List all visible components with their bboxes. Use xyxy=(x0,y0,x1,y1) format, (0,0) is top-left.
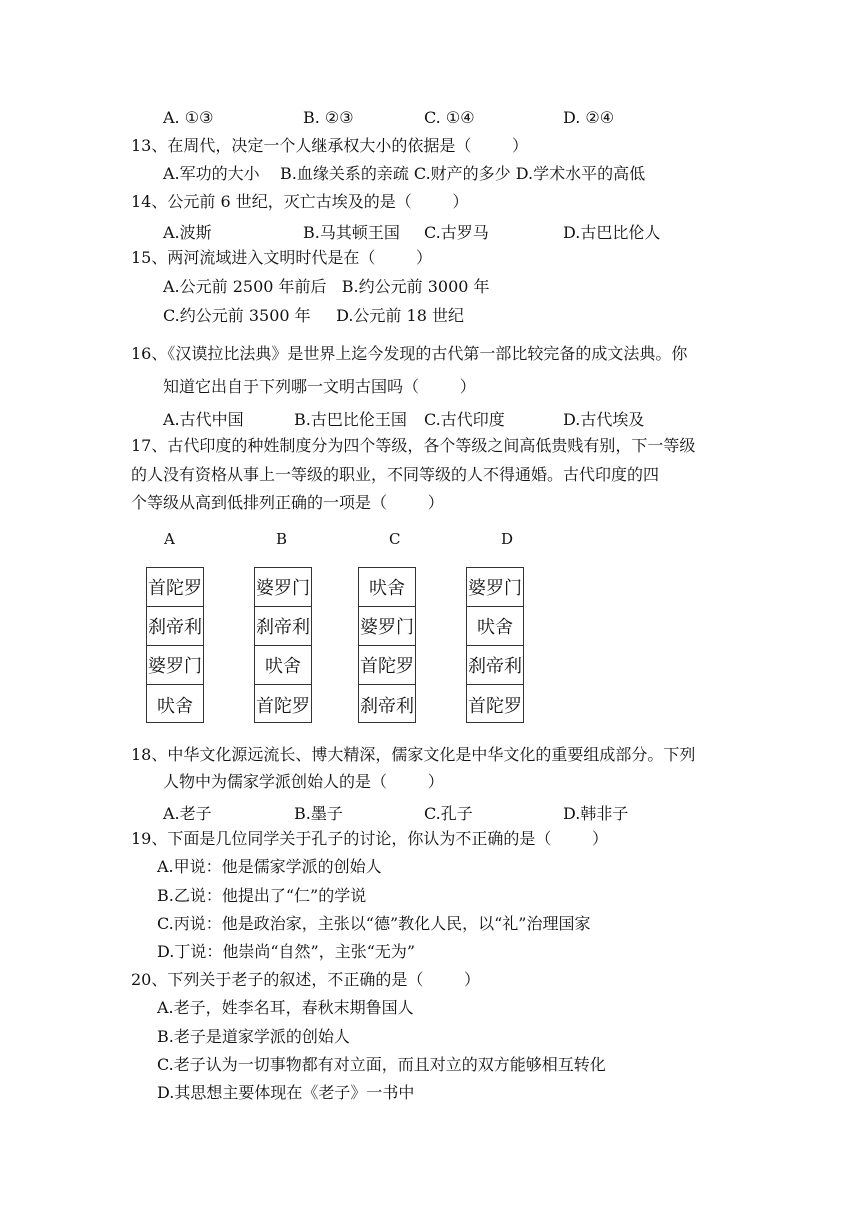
q14-stem: 14、公元前 6 世纪，灭亡古埃及的是（ ） xyxy=(131,192,469,211)
q19-option-b: B.乙说：他提出了“仁”的学说 xyxy=(157,886,367,905)
q20-option-b: B.老子是道家学派的创始人 xyxy=(157,1027,350,1046)
q16-option-a: A.古代中国 xyxy=(163,410,244,429)
q18-stem-line2: 人物中为儒家学派创始人的是（ ） xyxy=(163,772,444,791)
q12-option-a: A. ①③ xyxy=(163,108,214,127)
q14-option-a: A.波斯 xyxy=(163,223,212,242)
q16-stem-line2: 知道它出自于下列哪一文明古国吗（ ） xyxy=(163,377,476,396)
q18-option-a: A.老子 xyxy=(163,804,212,823)
caste-cell: 刹帝利 xyxy=(360,695,414,717)
caste-cell: 首陀罗 xyxy=(468,695,522,717)
caste-cell: 刹帝利 xyxy=(467,646,523,685)
q17-label-a: A xyxy=(164,530,175,548)
q17-stem-line1: 17、古代印度的种姓制度分为四个等级，各个等级之间高低贵贱有别，下一等级 xyxy=(131,436,696,455)
q20-option-a: A.老子，姓李名耳，春秋末期鲁国人 xyxy=(157,998,414,1017)
q14-option-b: B.马其顿王国 xyxy=(303,223,400,242)
caste-column-a xyxy=(146,567,204,723)
q18-stem-line1: 18、中华文化源远流长、博大精深，儒家文化是中华文化的重要组成部分。下列 xyxy=(131,745,696,764)
q18-option-d: D.韩非子 xyxy=(563,804,629,823)
q17-stem-line3: 个等级从高到低排列正确的一项是（ ） xyxy=(131,493,444,512)
q18-option-c: C.孔子 xyxy=(424,804,473,823)
caste-cell: 吠舍 xyxy=(359,568,415,607)
q20-stem: 20、下列关于老子的叙述，不正确的是（ ） xyxy=(131,970,481,989)
caste-cell: 婆罗门 xyxy=(359,607,415,646)
q13-stem: 13、在周代，决定一个人继承权大小的依据是（ ） xyxy=(131,136,529,155)
q20-option-d: D.其思想主要体现在《老子》一书中 xyxy=(157,1083,415,1102)
q16-option-b: B.古巴比伦王国 xyxy=(294,410,407,429)
caste-cell: 婆罗门 xyxy=(147,646,203,685)
q18-option-b: B.墨子 xyxy=(294,804,343,823)
q15-options-row1: A.公元前 2500 年前后 B.约公元前 3000 年 xyxy=(163,277,490,296)
q16-stem-line1: 16、《汉谟拉比法典》是世界上迄今发现的古代第一部比较完备的成文法典。你 xyxy=(131,344,688,363)
q15-stem: 15、两河流域进入文明时代是在（ ） xyxy=(131,248,433,267)
q16-option-c: C.古代印度 xyxy=(424,410,505,429)
caste-cell: 婆罗门 xyxy=(467,568,523,607)
caste-column-b xyxy=(254,567,312,723)
caste-cell: 吠舍 xyxy=(255,646,311,685)
q17-label-d: D xyxy=(501,530,514,548)
caste-cell: 吠舍 xyxy=(467,607,523,646)
q12-option-c: C. ①④ xyxy=(424,108,475,127)
q19-stem: 19、下面是几位同学关于孔子的讨论，你认为不正确的是（ ） xyxy=(131,829,609,848)
q16-option-d: D.古代埃及 xyxy=(563,410,645,429)
q17-label-b: B xyxy=(276,530,288,548)
caste-cell: 首陀罗 xyxy=(147,568,203,607)
q15-options-row2: C.约公元前 3500 年 D.公元前 18 世纪 xyxy=(163,306,464,325)
caste-cell: 吠舍 xyxy=(157,695,193,717)
q19-option-c: C.丙说：他是政治家，主张以“德”教化人民，以“礼”治理国家 xyxy=(157,914,591,933)
caste-column-c xyxy=(358,567,416,723)
q17-stem-line2: 的人没有资格从事上一等级的职业，不同等级的人不得通婚。古代印度的四 xyxy=(131,465,660,484)
q12-option-d: D. ②④ xyxy=(563,108,615,127)
q19-option-a: A.甲说：他是儒家学派的创始人 xyxy=(157,857,382,876)
caste-cell: 刹帝利 xyxy=(147,607,203,646)
q20-option-c: C.老子认为一切事物都有对立面，而且对立的双方能够相互转化 xyxy=(157,1055,606,1074)
q14-option-d: D.古巴比伦人 xyxy=(563,223,661,242)
caste-column-d xyxy=(466,567,524,723)
q12-option-b: B. ②③ xyxy=(303,108,354,127)
q14-option-c: C.古罗马 xyxy=(424,223,489,242)
q13-options: A.军功的大小 B.血缘关系的亲疏 C.财产的多少 D.学术水平的高低 xyxy=(163,164,646,183)
caste-cell: 刹帝利 xyxy=(255,607,311,646)
caste-cell: 首陀罗 xyxy=(359,646,415,685)
q17-label-c: C xyxy=(389,530,401,548)
caste-cell: 首陀罗 xyxy=(256,695,310,717)
caste-cell: 婆罗门 xyxy=(255,568,311,607)
q19-option-d: D.丁说：他崇尚“自然”，主张“无为” xyxy=(157,942,416,961)
